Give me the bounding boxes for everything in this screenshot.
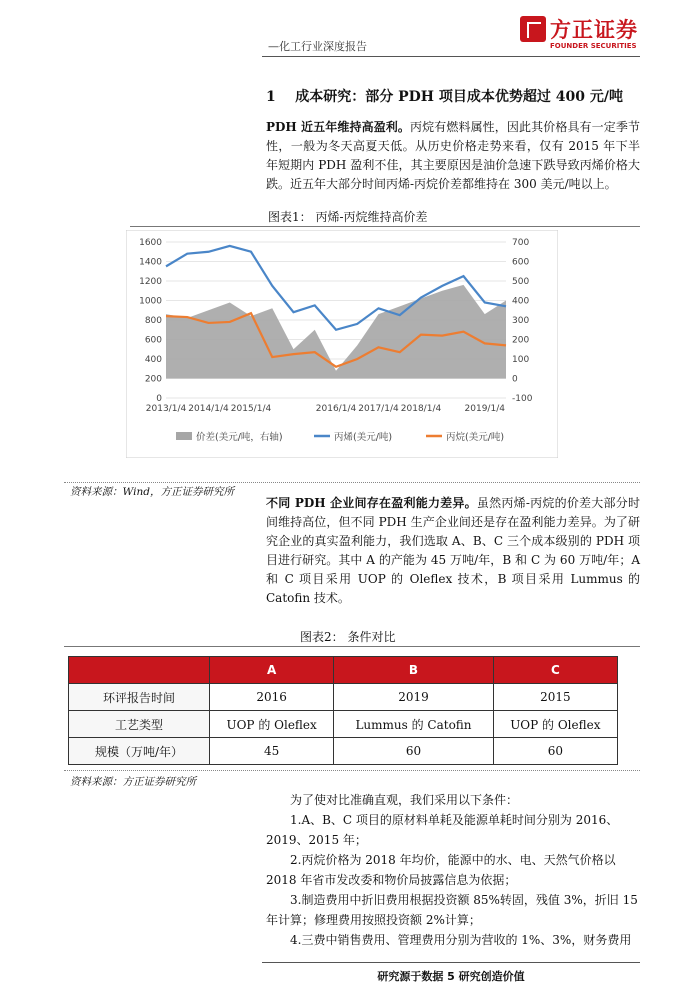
x-tick-label: 2015/1/4 (230, 404, 272, 414)
y-left-tick-label: 0 (156, 394, 162, 404)
table-cell: 60 (493, 738, 617, 765)
figure-2-source: 资料来源：方正证券研究所 (70, 776, 196, 788)
condition-item: 3.制造费用中折旧费用根据投资额 85%转固，残值 3%，折旧 15 年计算；修理费用按照投资额 2%计算； (266, 893, 638, 927)
y-left-tick-label: 1600 (139, 238, 162, 248)
report-type: —化工行业深度报告 (268, 40, 367, 53)
y-right-tick-label: 100 (512, 355, 530, 365)
table-row-label: 环评报告时间 (69, 684, 210, 711)
y-left-tick-label: 200 (144, 374, 162, 385)
x-tick-label: 2013/1/4 (145, 404, 187, 414)
legend-label: 丙烯(美元/吨) (334, 432, 393, 443)
table-cell: 2019 (334, 684, 493, 711)
y-right-tick-label: 500 (512, 277, 530, 287)
table-row (69, 684, 618, 711)
section-title-text: 成本研究：部分 PDH 项目成本优势超过 400 元/吨 (295, 89, 623, 105)
legend-label: 价差(美元/吨，右轴) (196, 432, 283, 443)
y-left-tick-label: 400 (144, 355, 162, 365)
table-cell: 2015 (493, 684, 617, 711)
conditions-block (266, 790, 640, 950)
figure-1-source: 资料来源：Wind，方正证券研究所 (70, 486, 234, 498)
y-left-tick-label: 800 (144, 316, 162, 326)
condition-item: 1.A、B、C 项目的原材料单耗及能源单耗时间分别为 2016、2019、2015 年； (266, 813, 619, 847)
table-header-cell: B (334, 657, 493, 684)
paragraph-1-body: 丙烷有燃料属性，因此其价格具有一定季节性，一般为冬天高夏天低。从历史价格走势来看，仅有 2015 年下半年短期内 PDH 盈利不佳，其主要原因是油价急速下跌导致丙烯价格大跌。近五年大部分时间丙烯-丙烷价差都维持在 300 美元/吨以上。 (266, 120, 640, 191)
x-tick-label: 2016/1/4 (315, 404, 357, 414)
y-right-tick-label: 0 (512, 374, 518, 385)
paragraph-2-lead: 不同 PDH 企业间存在盈利能力差异。 (266, 496, 477, 510)
table-row (69, 711, 618, 738)
x-tick-label: 2014/1/4 (188, 404, 229, 414)
paragraph-1 (266, 118, 640, 194)
logo-en-text: FOUNDER SECURITIES (550, 42, 637, 50)
x-tick-label: 2017/1/4 (358, 404, 399, 414)
logo-cn-text: 方正证券 (550, 18, 638, 42)
figure-2-caption: 图表2： 条件对比 (300, 630, 396, 644)
table-row (69, 738, 618, 765)
table-cell: UOP 的 Oleflex (210, 711, 334, 738)
figure-1-caption: 图表1： 丙烯-丙烷维持高价差 (268, 210, 428, 224)
footer-text: 研究源于数据 5 研究创造价值 (377, 970, 525, 983)
table-header-cell: A (210, 657, 334, 684)
table-cell: Lummus 的 Catofin (334, 711, 493, 738)
section-number: 1 (266, 89, 276, 105)
footer-divider (262, 962, 640, 963)
y-left-tick-label: 1000 (139, 296, 162, 307)
table-cell: 2016 (210, 684, 334, 711)
condition-item: 2.丙烷价格为 2018 年均价，能源中的水、电、天然气价格以 2018 年省市发改委和物价局披露信息为依据； (266, 853, 616, 887)
y-left-tick-label: 1200 (139, 277, 162, 287)
y-right-tick-label: -100 (512, 394, 533, 404)
logo-mark-icon (520, 16, 546, 42)
y-right-tick-label: 700 (512, 238, 530, 248)
table-cell: 60 (334, 738, 493, 765)
paragraph-1-lead: PDH 近五年维持高盈利。 (266, 120, 411, 134)
founder-logo (520, 14, 640, 54)
section-title (266, 86, 623, 106)
table-source-divider (64, 770, 640, 771)
table-cell: 45 (210, 738, 334, 765)
table-cell: UOP 的 Oleflex (493, 711, 617, 738)
paragraph-2 (266, 494, 640, 608)
figure-1-rule (130, 226, 640, 227)
table-row-label: 规模（万吨/年） (69, 738, 210, 765)
x-tick-label: 2018/1/4 (400, 404, 442, 414)
y-right-tick-label: 300 (512, 316, 530, 326)
paragraph-2-body: 虽然丙烯-丙烷的价差大部分时间维持高位，但不同 PDH 生产企业间还是存在盈利能力差异。为了研究企业的真实盈利能力，我们选取 A、B、C 三个成本级别的 PDH 项目进行研究。其中 A 的产能为 45 万吨/年，B 和 C 为 60 万吨/年；A 和 C 项目采用 UOP 的 Oleflex 技术，B 项目采用 Lummus 的 Catofin 技术。 (266, 496, 641, 605)
table-header-cell: C (493, 657, 617, 684)
x-tick-label: 2019/1/4 (464, 404, 505, 414)
condition-item: 4.三费中销售费用、管理费用分别为营收的 1%、3%，财务费用 (290, 933, 632, 947)
spread-chart (126, 230, 558, 458)
conditions-intro: 为了使对比准确直观，我们采用以下条件： (290, 793, 519, 807)
header-divider (262, 56, 640, 57)
y-right-tick-label: 200 (512, 335, 530, 346)
y-right-tick-label: 600 (512, 257, 530, 268)
y-left-tick-label: 600 (144, 335, 162, 346)
y-left-tick-label: 1400 (139, 257, 162, 268)
legend-swatch (176, 432, 192, 440)
y-right-tick-label: 400 (512, 296, 530, 307)
figure-2-rule (64, 646, 640, 647)
table-header-row (69, 657, 618, 684)
source-divider (64, 482, 640, 483)
comparison-table (68, 656, 618, 765)
legend-label: 丙烷(美元/吨) (446, 432, 505, 443)
table-header-cell (69, 657, 210, 684)
table-row-label: 工艺类型 (69, 711, 210, 738)
